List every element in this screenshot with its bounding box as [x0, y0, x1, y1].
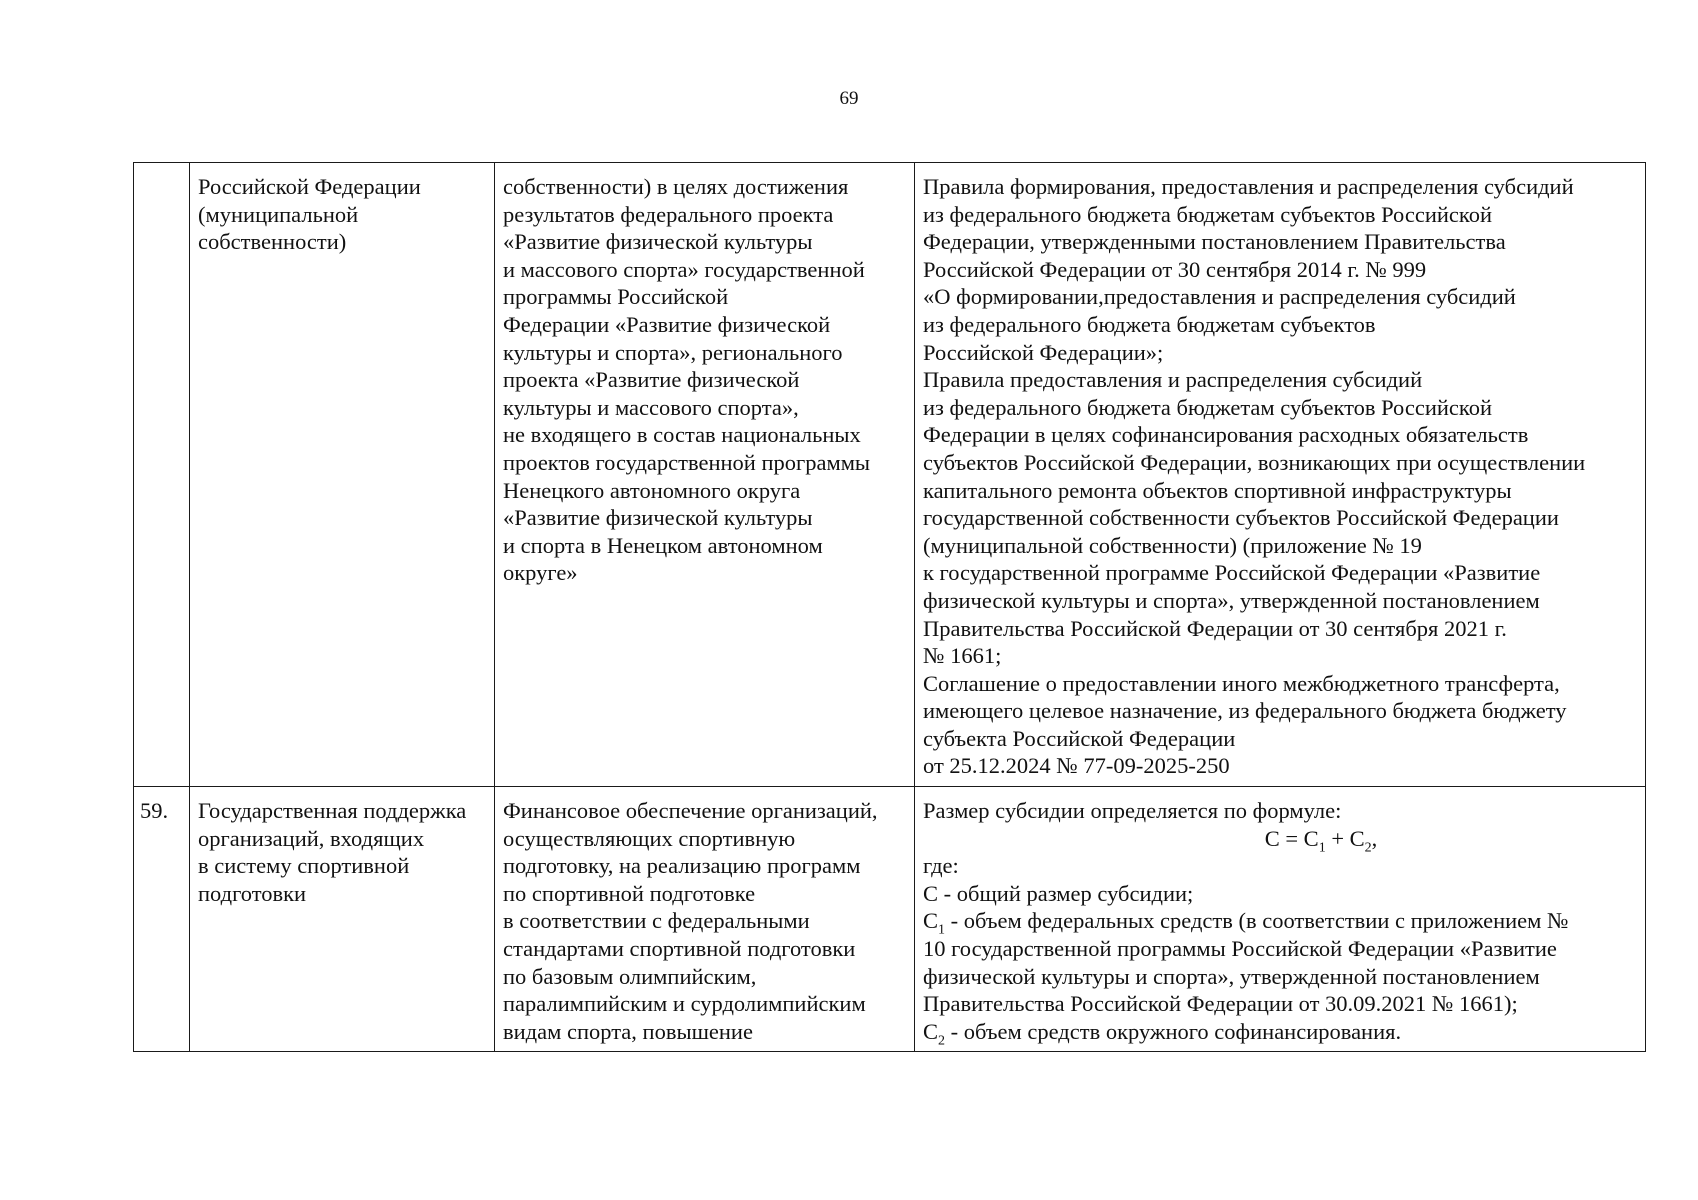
text-line: от 25.12.2024 № 77-09-2025-250 — [923, 753, 1230, 779]
text-line: стандартами спортивной подготовки — [503, 936, 856, 962]
text-line: паралимпийским и сурдолимпийским — [503, 991, 866, 1017]
c2-subscript: 2 — [938, 1033, 946, 1049]
text-line: по базовым олимпийским, — [503, 963, 757, 989]
text-line: субъектов Российской Федерации, возникающих при осуществлении — [923, 449, 1586, 475]
text-line: Правительства Российской Федерации от 30.09.2021 № 1661); — [923, 991, 1518, 1017]
text-line: Российской Федерации — [198, 174, 421, 199]
formula-sub1: 1 — [1318, 840, 1326, 856]
formula-intro: Размер субсидии определяется по формуле: — [923, 798, 1342, 824]
formula-plus: + С — [1325, 825, 1365, 851]
text-line: округе» — [503, 560, 578, 586]
c1-definition — [923, 907, 1639, 938]
c2-text: - объем средств окружного софинансирования. — [945, 1018, 1402, 1044]
row-number-cell — [134, 163, 190, 787]
rules-cell — [915, 787, 1646, 1052]
text-line: из федерального бюджета бюджетам субъектов — [923, 311, 1376, 337]
subsidy-table — [133, 162, 1646, 1052]
text-line: Российской Федерации от 30 сентября 2014 г. № 999 — [923, 256, 1427, 282]
rules-cell — [915, 163, 1646, 787]
text-line: № 1661; — [923, 643, 1002, 669]
text-line: (муниципальной — [198, 201, 359, 227]
text-line: Правила формирования, предоставления и распределения субсидий — [923, 174, 1574, 199]
text-line: «Развитие физической культуры — [503, 505, 813, 531]
text-line: видам спорта, повышение — [503, 1018, 753, 1044]
text-line: из федерального бюджета бюджетам субъектов Российской — [923, 394, 1492, 420]
text-line: и спорта в Ненецком автономном — [503, 532, 823, 558]
text-line: Финансовое обеспечение организаций, — [503, 798, 878, 824]
formula-tail: , — [1371, 825, 1378, 851]
c1-text: - объем федеральных средств (в соответствии с приложением № — [945, 908, 1569, 934]
c-definition: С - общий размер субсидии; — [923, 880, 1194, 906]
text-line: подготовки — [198, 880, 307, 906]
text-line: в систему спортивной — [198, 853, 410, 879]
formula-lhs: С = С — [1264, 825, 1319, 851]
text-line: программы Российской — [503, 284, 729, 310]
text-line: собственности) — [198, 229, 347, 255]
text-line: Правительства Российской Федерации от 30 сентября 2021 г. — [923, 615, 1507, 641]
text-line: Правила предоставления и распределения субсидий — [923, 367, 1423, 393]
text-line: «О формировании,предоставления и распределения субсидий — [923, 284, 1516, 310]
text-line: организаций, входящих — [198, 825, 425, 851]
text-line: проекта «Развитие физической — [503, 367, 800, 393]
formula-where: где: — [923, 853, 959, 879]
text-line: собственности) в целях достижения — [503, 174, 849, 199]
text-line: Ненецкого автономного округа — [503, 477, 801, 503]
subsidy-name-cell — [190, 787, 495, 1052]
text-line: не входящего в состав национальных — [503, 422, 861, 448]
text-line: из федерального бюджета бюджетам субъектов Российской — [923, 201, 1492, 227]
text-line: и массового спорта» государственной — [503, 256, 865, 282]
purpose-cell — [495, 787, 915, 1052]
subsidy-name-cell — [190, 163, 495, 787]
text-line: Соглашение о предоставлении иного межбюджетного трансферта, — [923, 670, 1560, 696]
text-line: Федерации «Развитие физической — [503, 311, 831, 337]
text-line: подготовку, на реализацию программ — [503, 853, 861, 879]
subsidy-formula — [923, 825, 1639, 856]
text-line: государственной собственности субъектов Российской Федерации — [923, 505, 1559, 531]
table-row-59 — [134, 787, 1646, 1052]
text-line: физической культуры и спорта», утвержденной постановлением — [923, 587, 1540, 613]
row-number-cell: 59. — [134, 787, 190, 1052]
text-line: культуры и спорта», регионального — [503, 339, 843, 365]
page-number: 69 — [839, 88, 859, 109]
text-line: капитального ремонта объектов спортивной инфраструктуры — [923, 477, 1512, 503]
text-line: 10 государственной программы Российской Федерации «Развитие — [923, 936, 1557, 962]
text-line: проектов государственной программы — [503, 449, 871, 475]
text-line: субъекта Российской Федерации — [923, 725, 1236, 751]
text-line: осуществляющих спортивную — [503, 825, 796, 851]
text-line: имеющего целевое назначение, из федерального бюджета бюджету — [923, 698, 1567, 724]
text-line: физической культуры и спорта», утвержденной постановлением — [923, 963, 1540, 989]
text-line: (муниципальной собственности) (приложение № 19 — [923, 532, 1422, 558]
formula-sub2: 2 — [1364, 840, 1372, 856]
table-row-continuation — [134, 163, 1646, 787]
text-line: к государственной программе Российской Федерации «Развитие — [923, 560, 1541, 586]
text-line: в соответствии с федеральными — [503, 908, 810, 934]
text-line: культуры и массового спорта», — [503, 394, 799, 420]
text-line: результатов федерального проекта — [503, 201, 834, 227]
text-line: Федерации, утвержденными постановлением Правительства — [923, 229, 1506, 255]
text-line: по спортивной подготовке — [503, 880, 756, 906]
text-line: Государственная поддержка — [198, 798, 467, 824]
c1-symbol: С — [923, 908, 939, 934]
text-line: Федерации в целях софинансирования расходных обязательств — [923, 422, 1529, 448]
c1-subscript: 1 — [938, 922, 946, 938]
text-line: Российской Федерации»; — [923, 339, 1164, 365]
text-line: «Развитие физической культуры — [503, 229, 813, 255]
purpose-cell — [495, 163, 915, 787]
c2-definition — [923, 1018, 1639, 1049]
c2-symbol: С — [923, 1018, 939, 1044]
